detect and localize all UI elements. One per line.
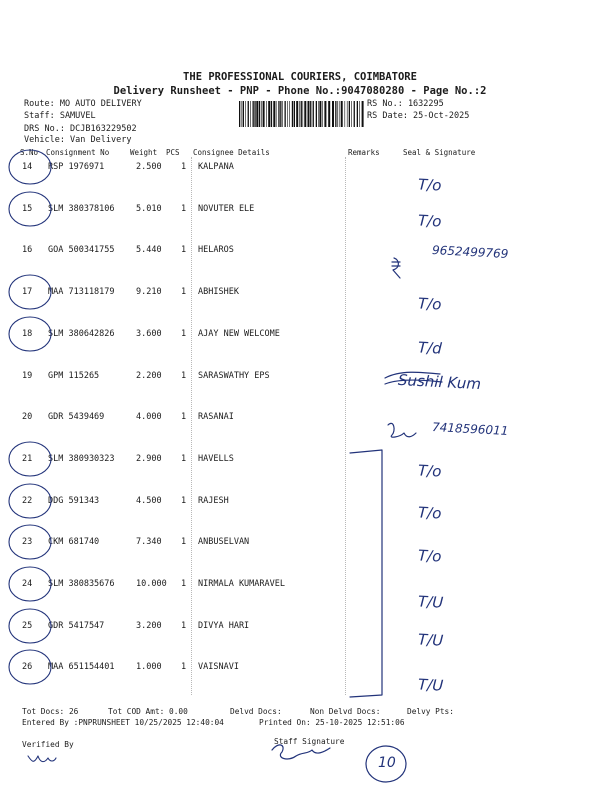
row-consignment: SLM 380835676 [48, 579, 115, 589]
row-pcs: 1 [181, 245, 187, 255]
col-pcs: PCS [166, 148, 180, 157]
non-delvd-docs: Non Delvd Docs: [310, 707, 381, 716]
col-seal: Seal & Signature [403, 148, 476, 157]
tot-cod-amt: Tot COD Amt: 0.00 [108, 707, 188, 716]
tot-docs: Tot Docs: 26 [22, 707, 79, 716]
handwritten-signature: T/U [417, 675, 444, 695]
row-pcs: 1 [181, 496, 187, 506]
row-pcs: 1 [181, 412, 187, 422]
row-sno: 21 [22, 454, 33, 464]
delvd-docs: Delvd Docs: [230, 707, 282, 716]
staff-signature-label: Staff Signature [274, 737, 345, 746]
row-consignment: GOA 500341755 [48, 245, 115, 255]
row-consignment: GDR 5417547 [48, 621, 105, 631]
entered-by: Entered By :PNPRUNSHEET 10/25/2025 12:40:04 [22, 718, 224, 727]
col-weight: Weight [130, 148, 158, 157]
row-consignee: AJAY NEW WELCOME [198, 329, 280, 339]
row-consignee: RAJESH [198, 496, 229, 506]
col-consignee: Consignee Details [193, 148, 270, 157]
document-title: THE PROFESSIONAL COURIERS, COIMBATORE [183, 71, 417, 83]
verified-by-label: Verified By [22, 740, 74, 749]
drs-number: DRS No.: DCJB163229502 [24, 124, 137, 134]
vehicle-label: Vehicle: Van Delivery [24, 135, 132, 145]
row-pcs: 1 [181, 537, 187, 547]
row-consignee: NIRMALA KUMARAVEL [198, 579, 285, 589]
handwritten-circle [9, 567, 51, 601]
handwritten-signature: T/o [417, 175, 442, 195]
row-weight: 3.600 [136, 329, 162, 339]
row-weight: 4.000 [136, 412, 162, 422]
handwritten-circle [9, 442, 51, 476]
handwritten-circle [9, 275, 51, 309]
col-remarks: Remarks [348, 148, 380, 157]
row-pcs: 1 [181, 621, 187, 631]
row-consignee: VAISNAVI [198, 662, 239, 672]
row-consignment: SLM 380378106 [48, 204, 115, 214]
staff-label: Staff: SAMUVEL [24, 111, 96, 121]
row-pcs: 1 [181, 162, 187, 172]
row-consignee: HAVELLS [198, 454, 234, 464]
col-consignment: Consignment No [46, 148, 110, 157]
row-sno: 14 [22, 162, 33, 172]
row-pcs: 1 [181, 579, 187, 589]
row-weight: 9.210 [136, 287, 162, 297]
handwritten-signature: 7418596011 [431, 420, 509, 438]
row-sno: 23 [22, 537, 33, 547]
row-sno: 22 [22, 496, 33, 506]
row-sno: 26 [22, 662, 33, 672]
handwritten-signature: T/o [417, 211, 442, 231]
row-weight: 5.440 [136, 245, 162, 255]
handwritten-circle [9, 484, 51, 518]
handwritten-signature: T/d [417, 338, 443, 358]
row-consignment: GPM 115265 [48, 371, 100, 381]
row-consignee: ABHISHEK [198, 287, 239, 297]
handwritten-signature: T/o [417, 461, 442, 481]
row-consignment: MAA 651154401 [48, 662, 115, 672]
delvy-pts: Delvy Pts: [407, 707, 454, 716]
row-sno: 15 [22, 204, 33, 214]
handwritten-circle [9, 317, 51, 351]
row-consignee: NOVUTER ELE [198, 204, 255, 214]
row-sno: 19 [22, 371, 33, 381]
row-consignment: SLM 380930323 [48, 454, 115, 464]
row-weight: 3.200 [136, 621, 162, 631]
row-weight: 4.500 [136, 496, 162, 506]
row-sno: 17 [22, 287, 33, 297]
row-pcs: 1 [181, 662, 187, 672]
rs-date: RS Date: 25-Oct-2025 [367, 111, 470, 121]
row-consignment: GDR 5439469 [48, 412, 105, 422]
row-consignment: MAA 713118179 [48, 287, 115, 297]
row-consignment: RSP 1976971 [48, 162, 105, 172]
rs-number: RS No.: 1632295 [367, 99, 444, 109]
row-consignee: SARASWATHY EPS [198, 371, 270, 381]
runsheet-subtitle: Delivery Runsheet - PNP - Phone No.:9047080280 - Page No.:2 [113, 85, 487, 97]
row-sno: 25 [22, 621, 33, 631]
row-weight: 2.900 [136, 454, 162, 464]
row-weight: 2.200 [136, 371, 162, 381]
row-sno: 20 [22, 412, 33, 422]
row-consignee: ANBUSELVAN [198, 537, 250, 547]
route-label: Route: MO AUTO DELIVERY [24, 99, 142, 109]
row-consignee: KALPANA [198, 162, 234, 172]
page-count-mark: 10 [378, 755, 396, 771]
row-consignment: SLM 380642826 [48, 329, 115, 339]
col-sno: S.No [20, 148, 39, 157]
row-sno: 24 [22, 579, 33, 589]
row-pcs: 1 [181, 454, 187, 464]
handwritten-circle [9, 609, 51, 643]
handwritten-circle [9, 192, 51, 226]
handwritten-circle [9, 150, 51, 184]
row-consignment: CKM 681740 [48, 537, 100, 547]
row-weight: 5.010 [136, 204, 162, 214]
row-weight: 1.000 [136, 662, 162, 672]
row-pcs: 1 [181, 329, 187, 339]
row-sno: 18 [22, 329, 33, 339]
row-pcs: 1 [181, 371, 187, 381]
row-sno: 16 [22, 245, 33, 255]
handwritten-signature: Sushil Kum [397, 370, 482, 394]
handwritten-circle [9, 650, 51, 684]
handwritten-signature: T/o [417, 546, 442, 566]
row-pcs: 1 [181, 204, 187, 214]
handwritten-signature: T/U [417, 592, 444, 612]
handwritten-signature: 9652499769 [431, 243, 509, 261]
row-weight: 2.500 [136, 162, 162, 172]
row-consignee: HELAROS [198, 245, 234, 255]
row-weight: 10.000 [136, 579, 167, 589]
handwritten-signature: T/U [417, 630, 444, 650]
row-consignee: RASANAI [198, 412, 234, 422]
row-weight: 7.340 [136, 537, 162, 547]
row-consignee: DIVYA HARI [198, 621, 250, 631]
handwritten-circle [9, 525, 51, 559]
row-consignment: DDG 591343 [48, 496, 100, 506]
handwritten-signature: T/o [417, 294, 442, 314]
handwritten-signature: T/o [417, 503, 442, 523]
printed-on: Printed On: 25-10-2025 12:51:06 [259, 718, 405, 727]
row-pcs: 1 [181, 287, 187, 297]
